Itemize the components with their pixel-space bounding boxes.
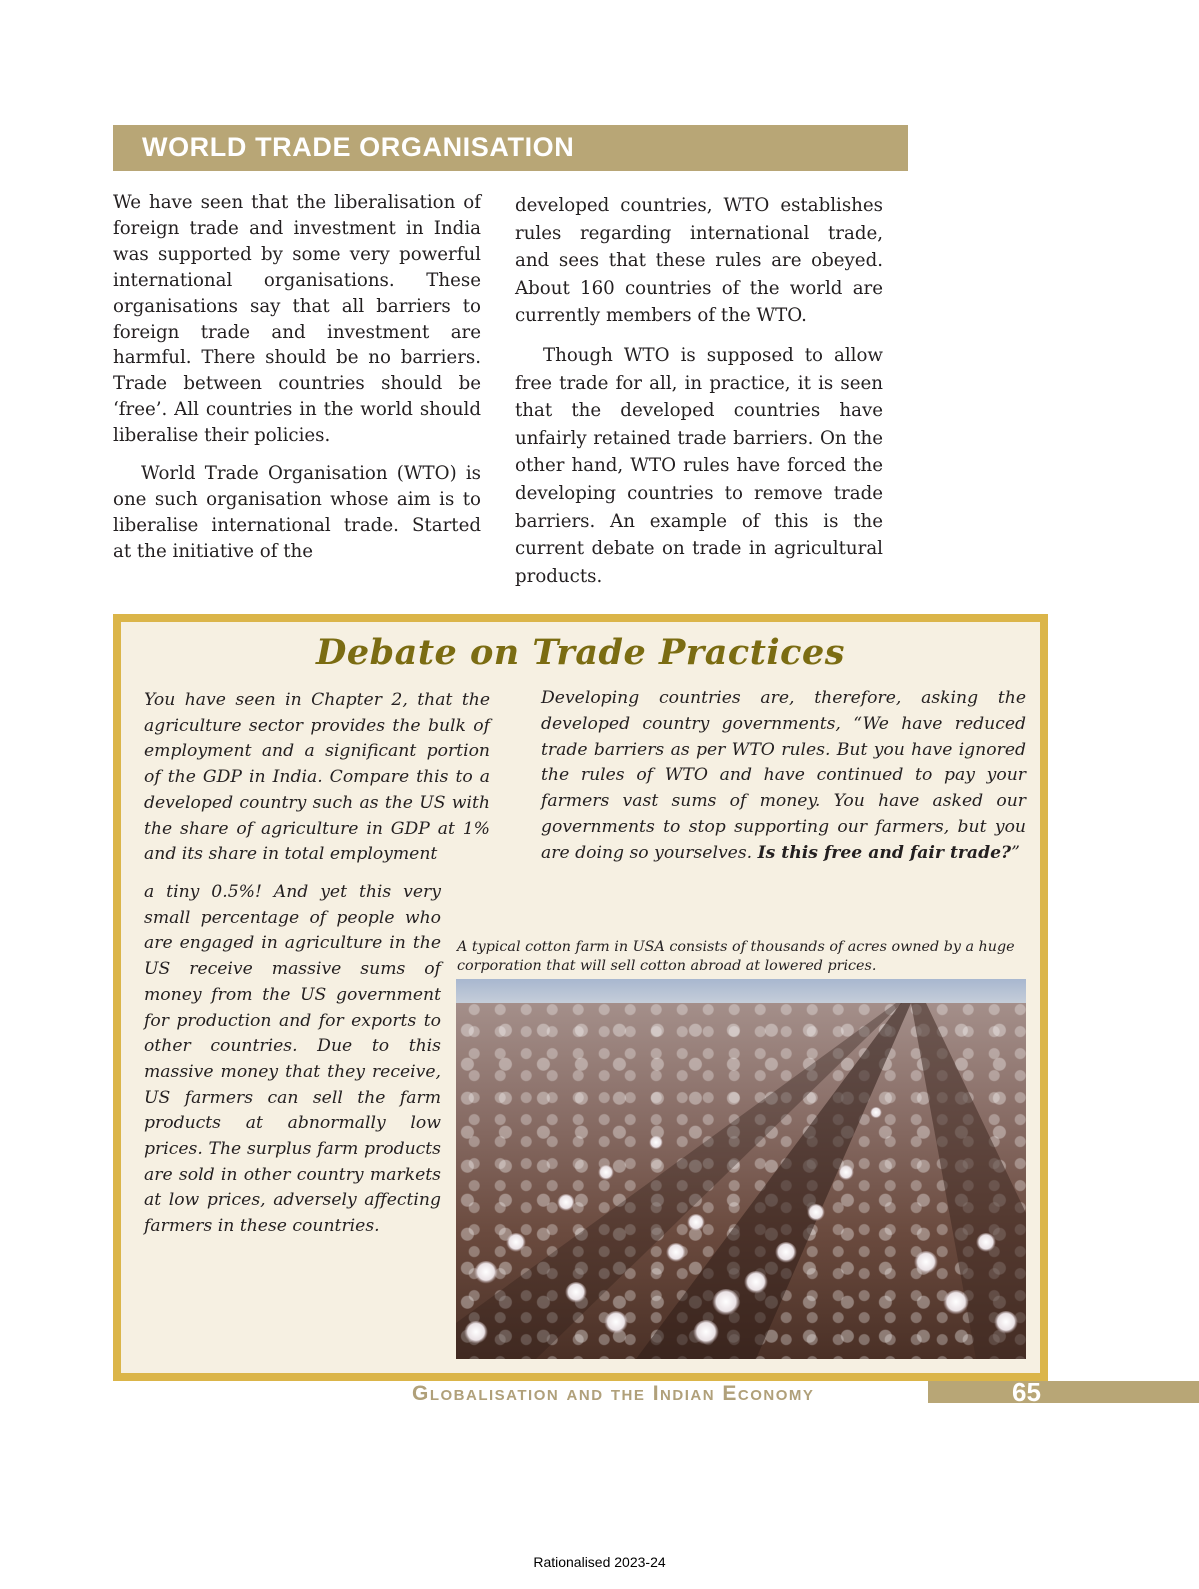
paragraph-wto-continued: developed countries, WTO establishes rules regarding international trade, and sees that these rules are obeyed. About 160 countries of the world are currently members of the WTO.: [515, 195, 883, 327]
cotton-rows-illustration: [456, 1003, 1026, 1359]
debate-text-right: [541, 686, 1026, 867]
photo-sky: [456, 979, 1026, 1005]
debate-text-left-top: You have seen in Chapter 2, that the agriculture sector provides the bulk of employment and a significant portion of the GDP in India. Compare this to a developed country such as the US with the share of agriculture in GDP at 1% and its share in total employment: [144, 690, 490, 865]
developing-countries-quote: Developing countries are, therefore, asking the developed country governments, “We have reduced trade barriers as per WTO rules. But you have ignored the rules of WTO and have continued to pay your farmers vast sums of money. You have asked our governments to stop supporting our farmers, but you are doing so yourselves.: [541, 688, 1026, 863]
debate-text-left-bottom: a tiny 0.5%! And yet this very small percentage of people who are engaged in agriculture in the US receive massive sums of money from the US government for production and for exports to other countries. Due to this massive money that they receive, US farmers can sell the farm products at abnormally low prices. The surplus farm products are sold in other country markets at low prices, adversely affecting farmers in these countries.: [144, 882, 441, 1237]
body-column-right: [515, 192, 883, 590]
rationalised-watermark: Rationalised 2023-24: [533, 1554, 666, 1570]
free-fair-trade-question: Is this free and fair trade?: [757, 842, 1012, 863]
photo-caption: A typical cotton farm in USA consists of thousands of acres owned by a huge corporation that will sell cotton abroad at lowered prices.: [457, 939, 1015, 974]
debate-title: Debate on Trade Practices: [316, 632, 845, 673]
page-number: 65: [1012, 1377, 1041, 1407]
paragraph-wto-intro: World Trade Organisation (WTO) is one such organisation whose aim is to liberalise international trade. Started at the initiative of the: [113, 463, 481, 562]
footer-book-title: Globalisation and the Indian Economy: [412, 1382, 815, 1405]
quote-close: ”: [1011, 842, 1020, 863]
paragraph-wto-practice: Though WTO is supposed to allow free trade for all, in practice, it is seen that the developed countries have unfairly retained trade barriers. On the other hand, WTO rules have forced the developing countries to remove trade barriers. An example of this is the current debate on trade in agricultural products.: [515, 344, 883, 587]
debate-box: [113, 614, 1048, 1381]
body-column-left: [113, 190, 481, 565]
cotton-farm-photo: [456, 979, 1026, 1359]
section-heading: WORLD TRADE ORGANISATION: [142, 132, 575, 162]
paragraph-liberalisation: We have seen that the liberalisation of foreign trade and investment in India was supported by some very powerful international organisations. These organisations say that all barriers to foreign trade and investment are harmful. There should be no barriers. Trade between countries should be ‘free’. All countries in the world should liberalise their policies.: [113, 192, 481, 447]
section-heading-banner: [113, 125, 908, 171]
footer-band: [928, 1381, 1199, 1403]
